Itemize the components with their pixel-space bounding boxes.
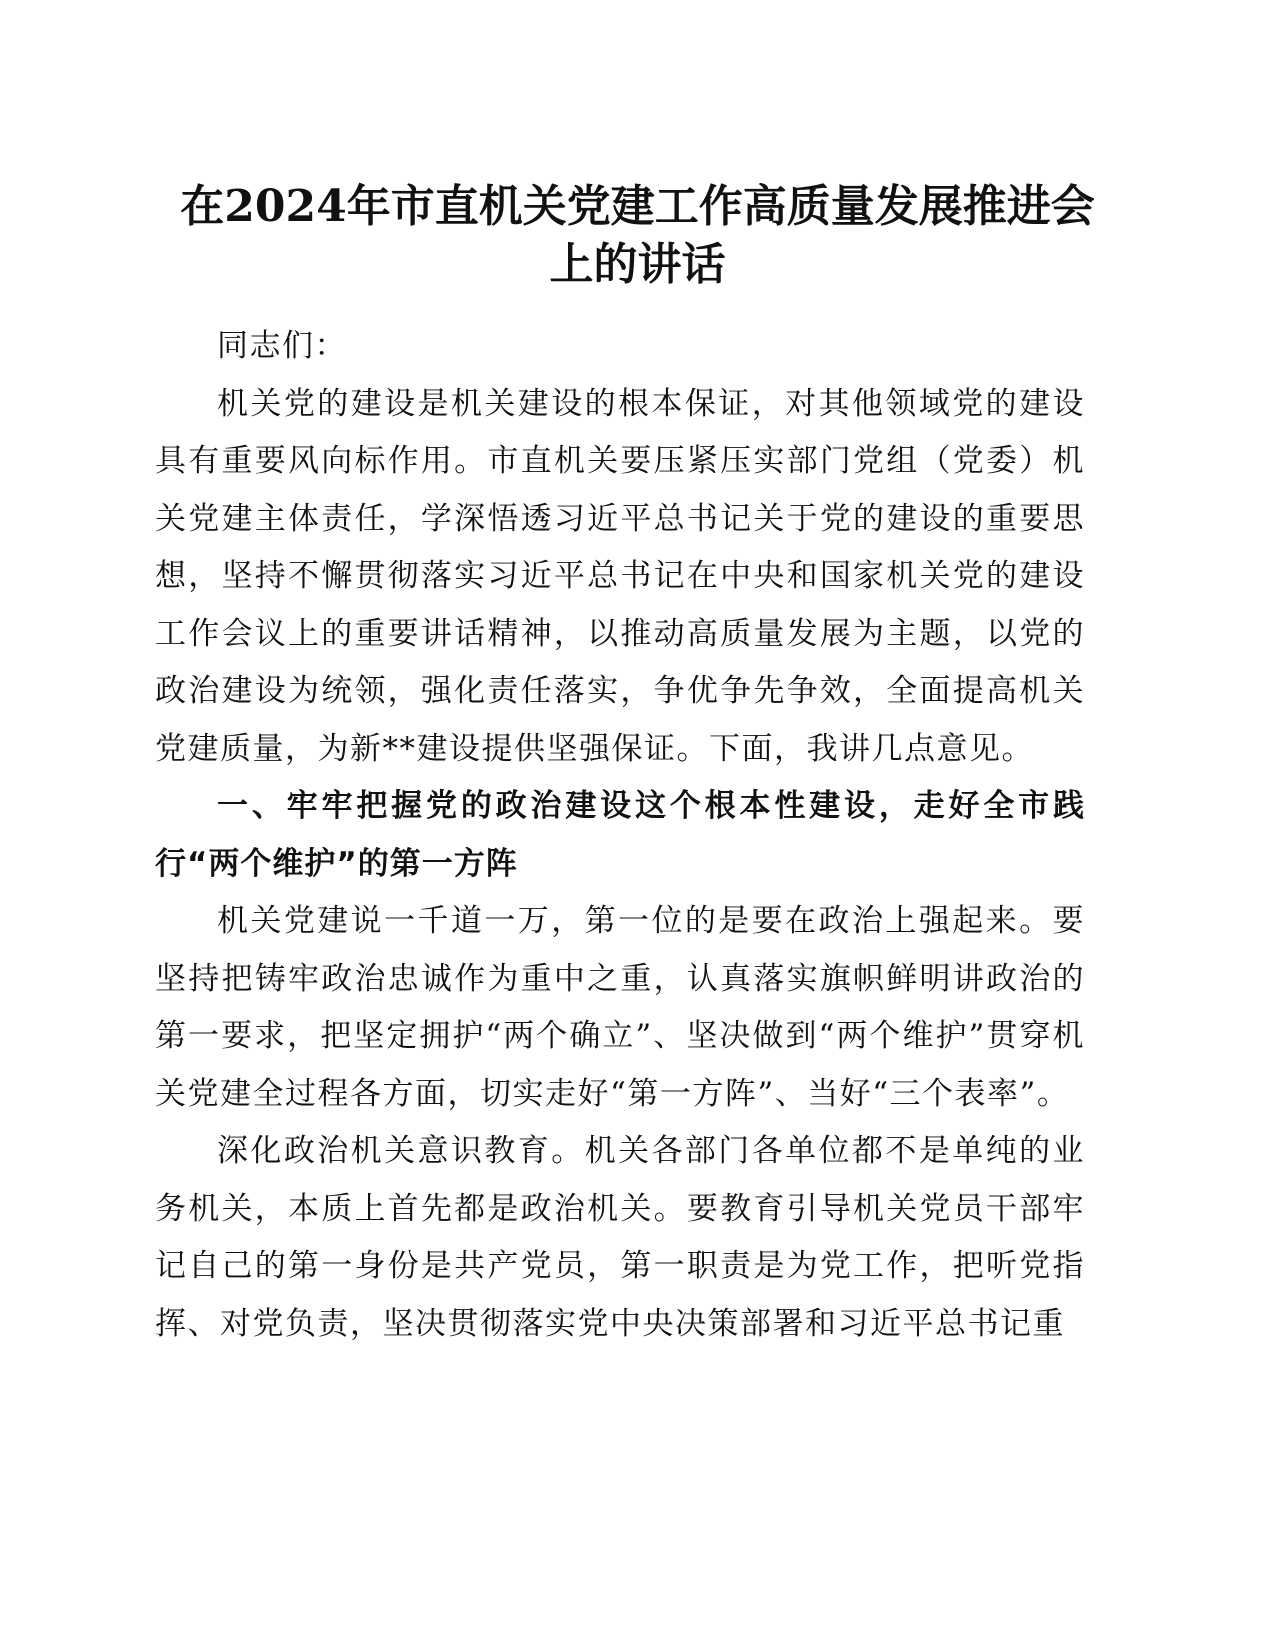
section-1-paragraph-2: 深化政治机关意识教育。机关各部门各单位都不是单纯的业务机关，本质上首先都是政治机关。要教育引导机关党员干部牢记自己的第一身份是共产党员，第一职责是为党工作，把听党指挥、对党负责，坚决贯彻落实党中央决策部署和习近平总书记重 [155, 1133, 1085, 1342]
document-body [155, 318, 1085, 1353]
salutation: 同志们： [217, 328, 347, 364]
intro-paragraph: 机关党的建设是机关建设的根本保证，对其他领域党的建设具有重要风向标作用。市直机关要压紧压实部门党组（党委）机关党建主体责任，学深悟透习近平总书记关于党的建设的重要思想，坚持不懈贯彻落实习近平总书记在中央和国家机关党的建设工作会议上的重要讲话精神，以推动高质量发展为主题，以党的政治建设为统领，强化责任落实，争优争先争效，全面提高机关党建质量，为新**建设提供坚强保证。下面，我讲几点意见。 [155, 385, 1085, 767]
section-1-heading: 一、牢牢把握党的政治建设这个根本性建设，走好全市践行“两个维护”的第一方阵 [155, 788, 1085, 882]
document-title [150, 178, 1125, 294]
title-line-1: 在2024年市直机关党建工作高质量发展推进会 [180, 181, 1095, 232]
section-1-paragraph-1: 机关党建说一千道一万，第一位的是要在政治上强起来。要坚持把铸牢政治忠诚作为重中之重，认真落实旗帜鲜明讲政治的第一要求，把坚定拥护“两个确立”、坚决做到“两个维护”贯穿机关党建全过程各方面，切实走好“第一方阵”、当好“三个表率”。 [155, 903, 1085, 1112]
title-line-2: 上的讲话 [549, 239, 726, 290]
